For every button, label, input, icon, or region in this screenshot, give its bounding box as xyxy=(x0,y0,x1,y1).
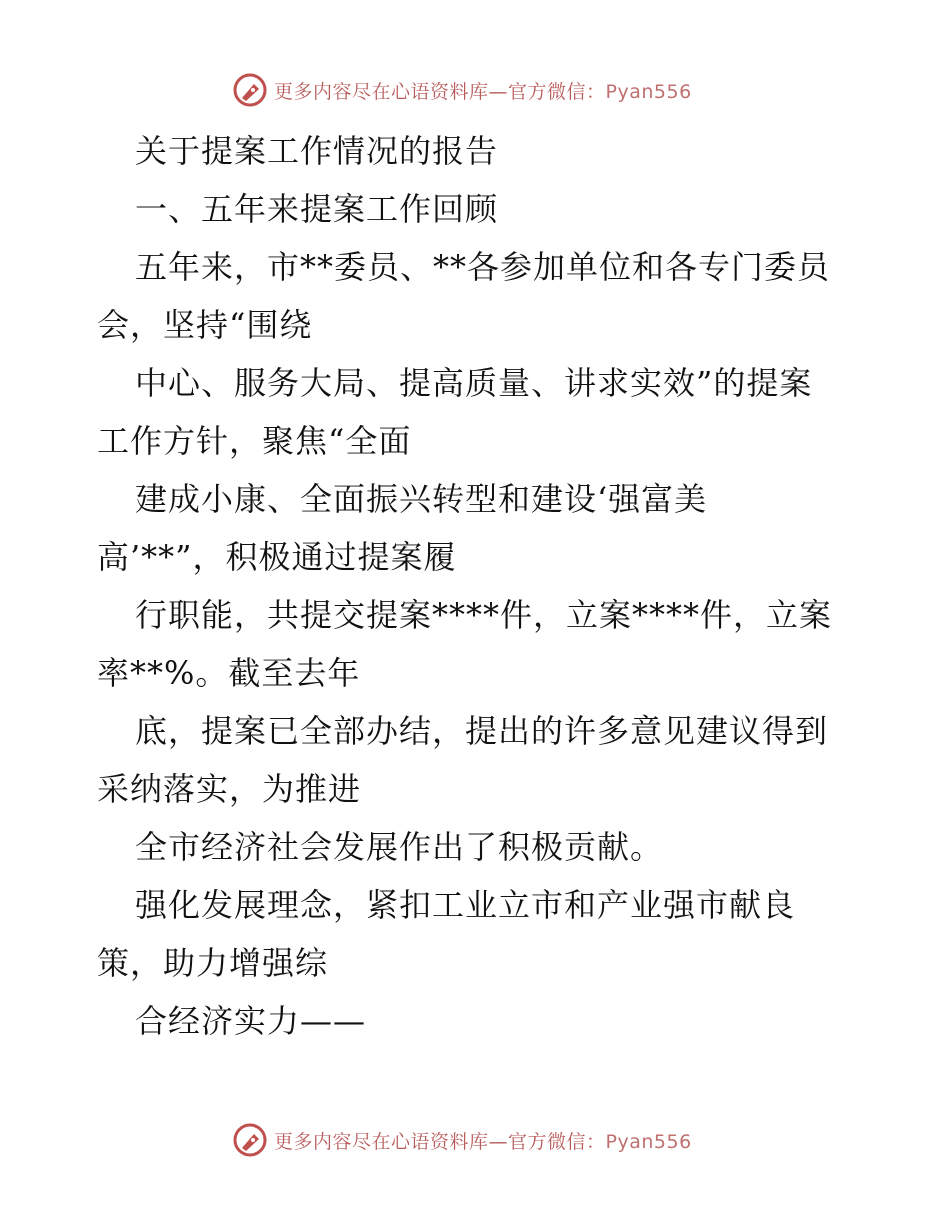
header-banner xyxy=(232,70,692,110)
document-body xyxy=(97,122,857,1050)
paragraph-line: 强化发展理念，紧扣工业立市和产业强市献良 xyxy=(135,886,796,924)
paragraph-line: 高’**”，积极通过提案履 xyxy=(97,538,457,576)
paragraph-line: 中心、服务大局、提高质量、讲求实效”的提案 xyxy=(135,364,813,402)
footer-banner-handle: Pyan556 xyxy=(605,1130,692,1153)
paragraph-line: 行职能，共提交提案****件，立案****件，立案 xyxy=(135,596,833,634)
paragraph-line: 全市经济社会发展作出了积极贡献。 xyxy=(135,828,664,866)
paragraph-line: 采纳落实，为推进 xyxy=(97,770,362,808)
header-banner-handle: Pyan556 xyxy=(605,80,692,103)
section-heading: 一、五年来提案工作回顾 xyxy=(135,190,499,228)
pen-nib-logo-icon xyxy=(232,1122,268,1158)
paragraph-line: 建成小康、全面振兴转型和建设‘强富美 xyxy=(135,480,708,518)
document-title: 关于提案工作情况的报告 xyxy=(135,132,499,170)
paragraph-line: 策，助力增强综 xyxy=(97,944,329,982)
paragraph-line: 五年来，市**委员、**各参加单位和各专门委员 xyxy=(135,248,831,286)
footer-banner xyxy=(232,1120,692,1160)
paragraph-line: 会，坚持“围绕 xyxy=(97,306,313,344)
footer-banner-text: 更多内容尽在心语资料库—官方微信：Pyan556 xyxy=(274,1130,692,1153)
pen-nib-logo-icon xyxy=(232,72,268,108)
header-banner-text: 更多内容尽在心语资料库—官方微信：Pyan556 xyxy=(274,80,692,103)
paragraph-line: 底，提案已全部办结，提出的许多意见建议得到 xyxy=(135,712,829,750)
paragraph-line: 率**%。截至去年 xyxy=(97,654,361,692)
paragraph-line: 合经济实力—— xyxy=(135,1002,367,1040)
paragraph-line: 工作方针，聚焦“全面 xyxy=(97,422,412,460)
